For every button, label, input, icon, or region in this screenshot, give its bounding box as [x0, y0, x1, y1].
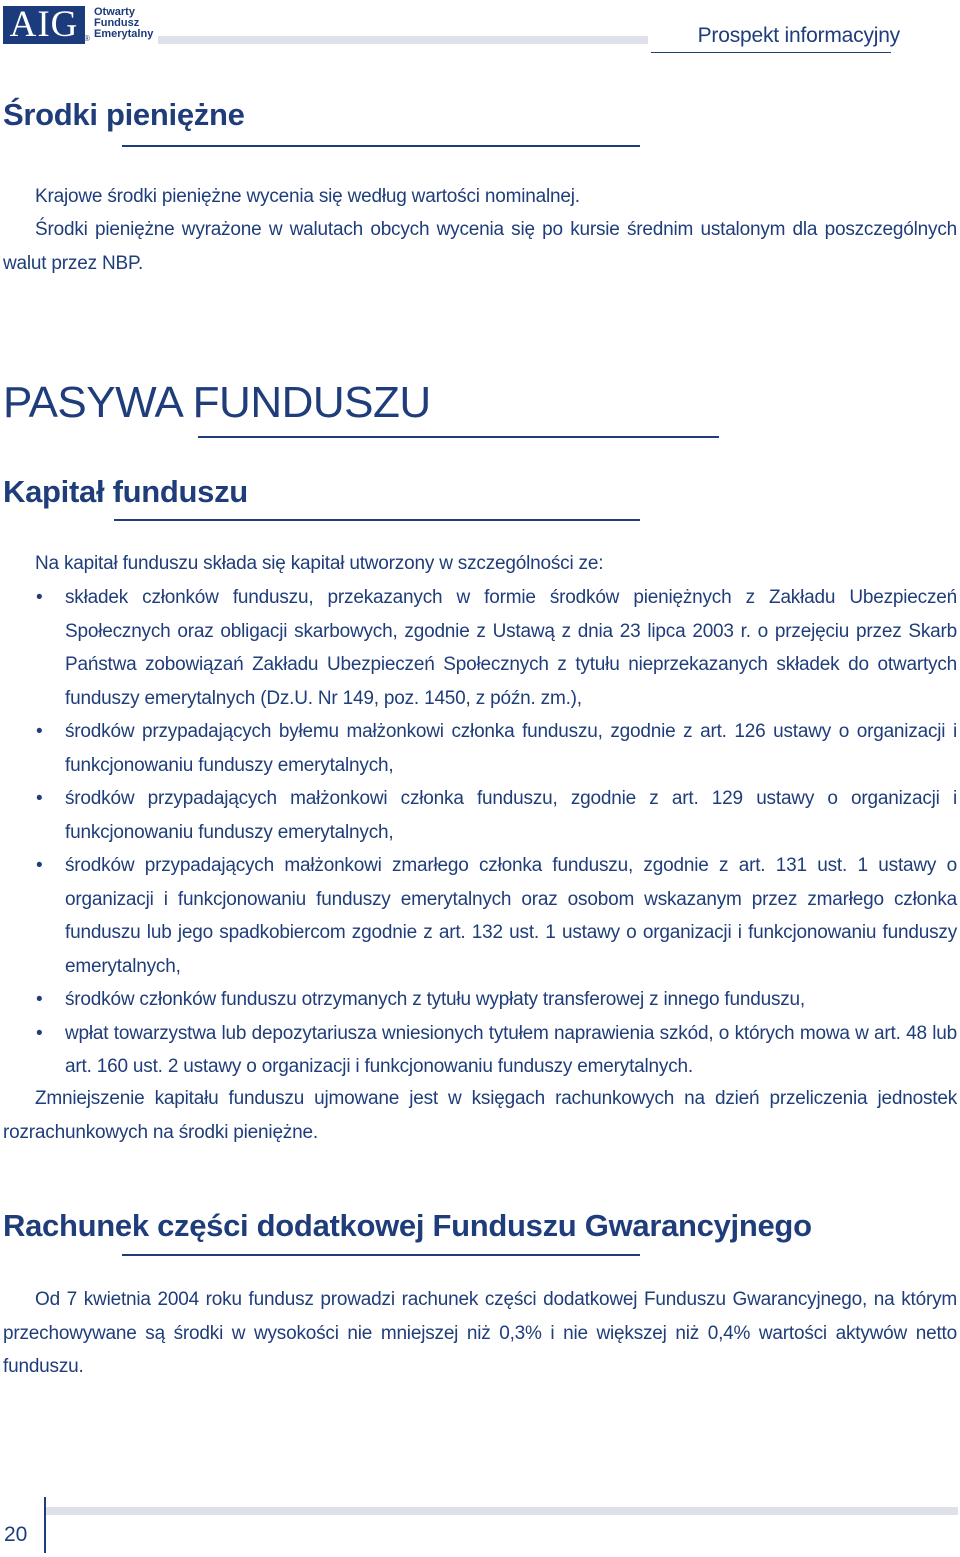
cash-paragraph-1: Krajowe środki pieniężne wycenia się według wartości nominalnej. — [35, 186, 580, 207]
bullet-icon: • — [36, 1022, 43, 1044]
page-number: 20 — [4, 1523, 28, 1546]
list-item — [3, 782, 957, 849]
header-decorative-bar — [158, 36, 648, 44]
section-heading-guarantee: Rachunek części dodatkowej Funduszu Gwarancyjnego — [3, 1208, 812, 1243]
section-heading-capital: Kapitał funduszu — [3, 474, 248, 509]
list-item — [3, 715, 957, 782]
list-item — [3, 1017, 957, 1084]
section-heading-cash: Środki pieniężne — [3, 97, 245, 132]
document-title-underline — [651, 52, 891, 53]
aig-logo: AIG — [3, 6, 85, 44]
document-title: Prospekt informacyjny — [697, 24, 900, 47]
footer-decorative-bar — [46, 1507, 958, 1515]
list-item-text: składek członków funduszu, przekazanych w formie środków pieniężnych z Zakładu Ubezpieczeń Społecznych oraz obligacji skarbowych, zgodnie z Ustawą z dnia 23 lipca 2003 r. o przejęciu przez Skarb Państwa zobowiązań Zakładu Ubezpieczeń Społecznych z tytułu nieprzekazanych składek do otwartych funduszy emerytalnych (Dz.U. Nr 149, poz. 1450, z późn. zm.), — [65, 587, 957, 709]
main-heading-rule — [198, 436, 719, 438]
fund-name-line-2: Fundusz — [94, 17, 140, 29]
capital-bullet-list — [3, 581, 957, 1084]
bullet-icon: • — [36, 587, 43, 608]
list-item — [3, 983, 957, 1017]
capital-closing-paragraph: Zmniejszenie kapitału funduszu ujmowane jest w księgach rachunkowych na dzień przeliczenia jednostek rozrachunkowych na środki pieniężne. — [3, 1088, 957, 1143]
list-item — [3, 581, 957, 715]
fund-name — [94, 7, 164, 40]
fund-name-line-3: Emerytalny — [94, 28, 154, 40]
footer-divider — [44, 1497, 46, 1553]
section-rule-guarantee — [122, 1254, 640, 1256]
capital-intro: Na kapitał funduszu składa się kapitał utworzony w szczególności ze: — [35, 553, 604, 574]
bullet-icon: • — [36, 989, 43, 1010]
bullet-icon: • — [36, 855, 43, 876]
list-item — [3, 849, 957, 983]
list-item-text: środków przypadających małżonkowi zmarłego członka funduszu, zgodnie z art. 131 ust. 1 ustawy o organizacji i funkcjonowaniu funduszy emerytalnych oraz osobom wskazanym przez zmarłego członka funduszu lub jego spadkobiercom zgodnie z art. 132 ust. 1 ustawy o organizacji i funkcjonowaniu funduszy emerytalnych, — [65, 855, 957, 977]
list-item-text: środków przypadających małżonkowi członka funduszu, zgodnie z art. 129 ustawy o organizacji i funkcjonowaniu funduszy emerytalnych, — [65, 788, 957, 843]
section-rule-capital — [114, 519, 640, 521]
cash-paragraph-2: Środki pieniężne wyrażone w walutach obcych wycenia się po kursie średnim ustalonym dla poszczególnych walut przez NBP. — [3, 219, 957, 274]
bullet-icon: • — [36, 721, 43, 742]
list-item-text: wpłat towarzystwa lub depozytariusza wniesionych tytułem naprawienia szkód, o których mowa w art. 48 lub art. 160 ust. 2 ustawy o organizacji i funkcjonowaniu funduszy emerytalnych. — [65, 1022, 957, 1077]
guarantee-paragraph: Od 7 kwietnia 2004 roku fundusz prowadzi rachunek części dodatkowej Funduszu Gwarancyjnego, na którym przechowywane są środki w wysokości nie mniejszej niż 0,3% i nie większej niż 0,4% wartości aktywów netto funduszu. — [3, 1289, 957, 1377]
main-heading-liabilities: PASYWA FUNDUSZU — [3, 378, 431, 427]
list-item-text: środków przypadających byłemu małżonkowi członka funduszu, zgodnie z art. 126 ustawy o organizacji i funkcjonowaniu funduszy emerytalnych, — [65, 721, 957, 776]
list-item-text: środków członków funduszu otrzymanych z tytułu wypłaty transferowej z innego funduszu, — [65, 989, 805, 1010]
bullet-icon: • — [36, 788, 43, 809]
registered-mark: ® — [84, 34, 90, 43]
section-rule-cash — [122, 145, 640, 147]
fund-name-line-1: Otwarty — [94, 6, 135, 18]
